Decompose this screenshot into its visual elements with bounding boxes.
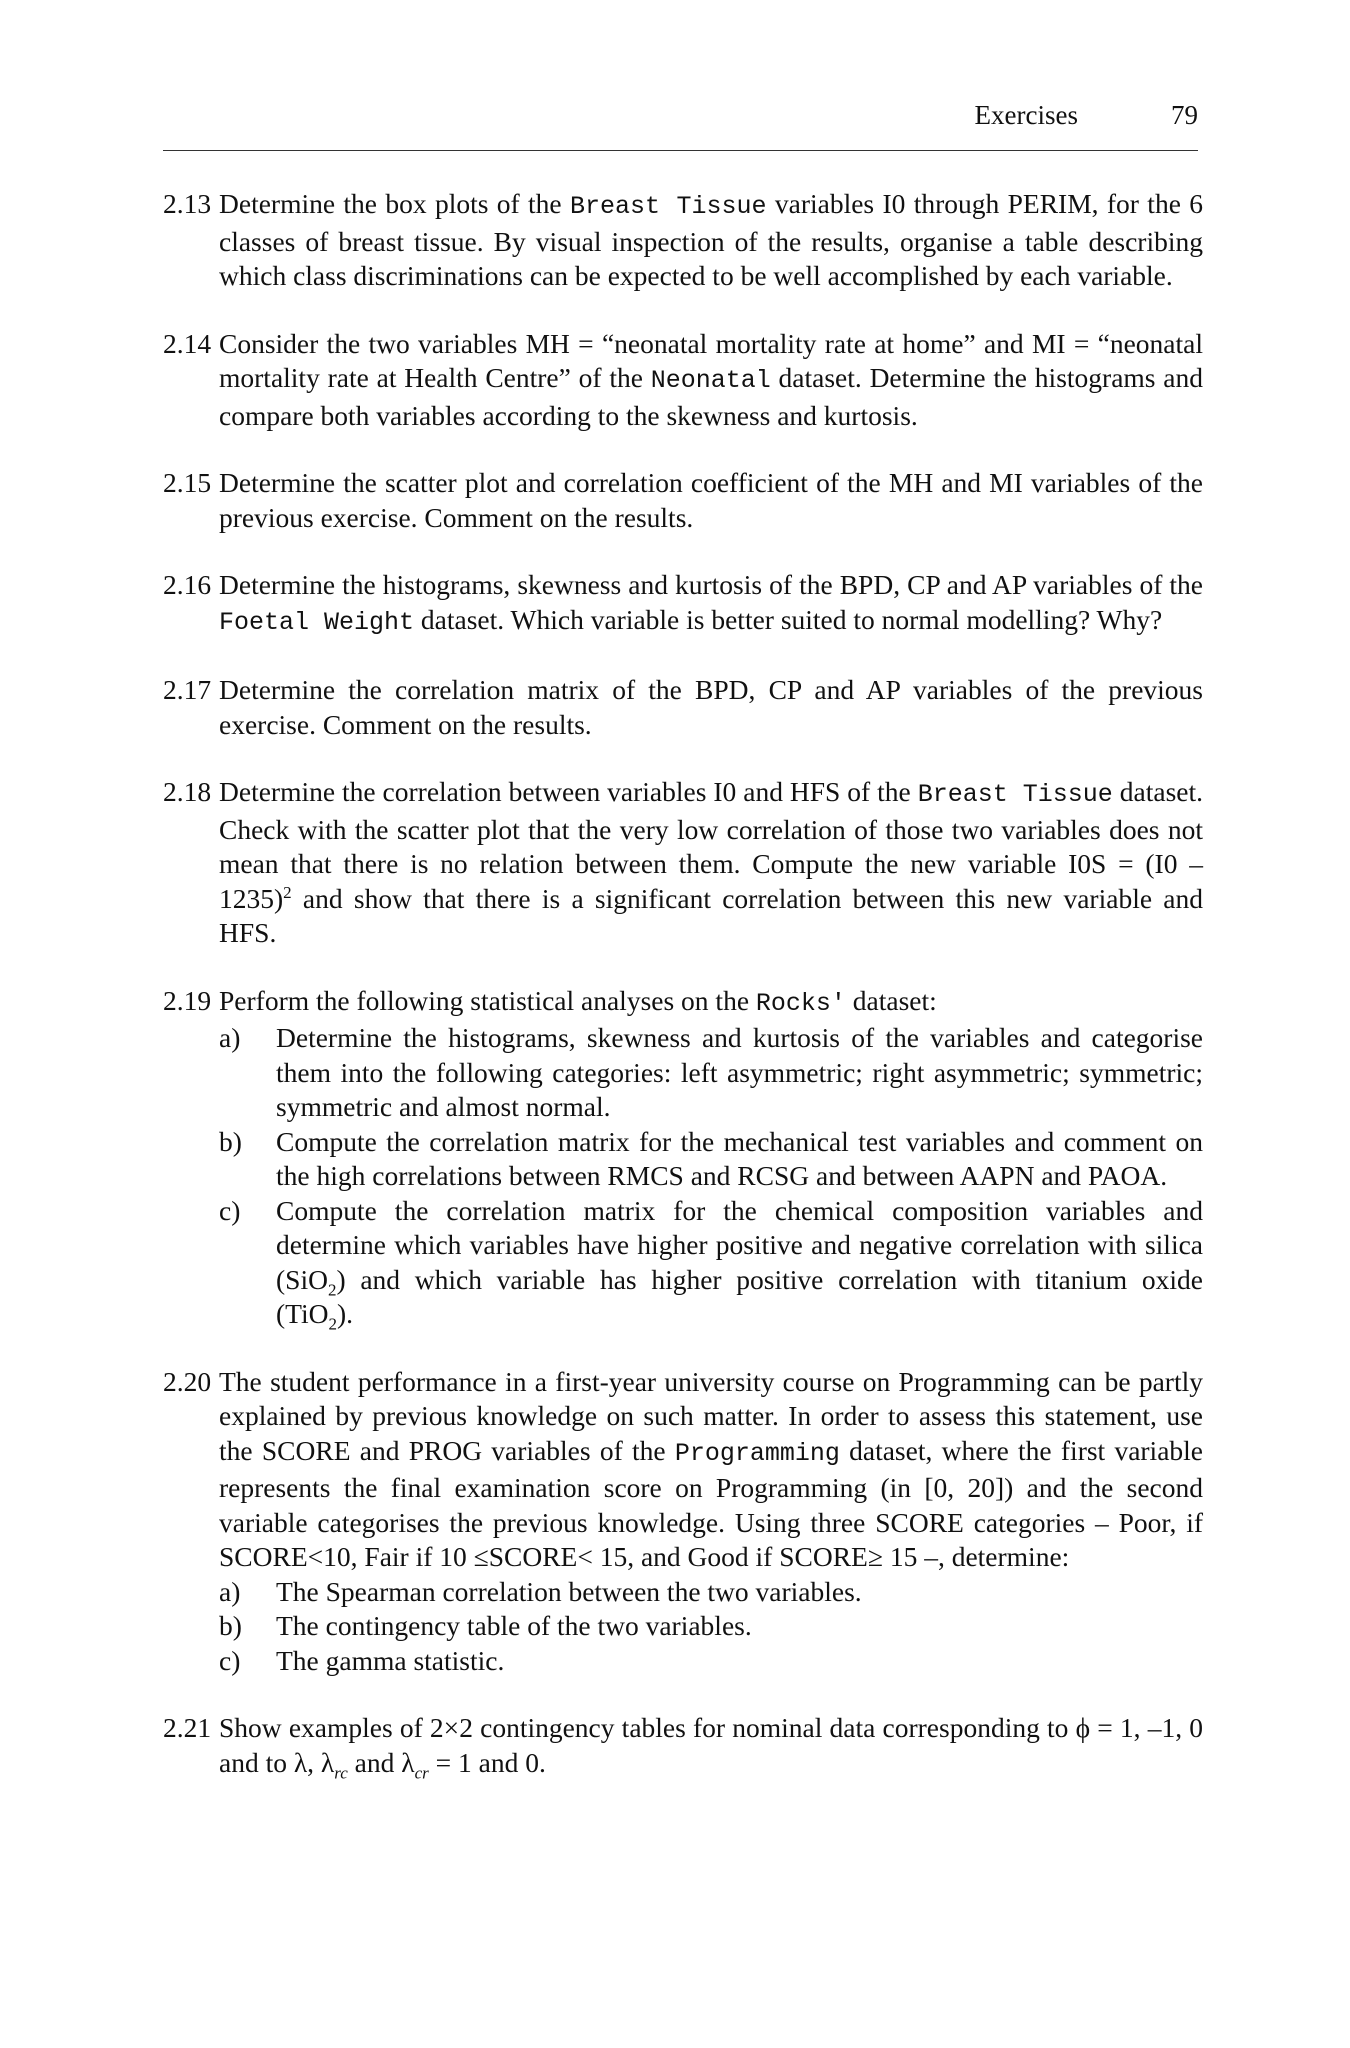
dataset-name: Programming xyxy=(674,1438,840,1468)
sub-item-label: c) xyxy=(219,1194,241,1226)
subscript-text: rc xyxy=(334,1763,348,1782)
exercise-number: 2.18 xyxy=(163,776,212,807)
text-span: variables I0 through PERIM, for the 6 classes of breast tissue. By visual inspection of the results, organise a table describing which class discriminations can be expected to be well accomplished by each variable. xyxy=(219,188,1204,291)
sub-item-c xyxy=(219,1194,1203,1332)
text-span: Determine the correlation between variables I0 and HFS of the xyxy=(219,776,918,807)
exercise-text xyxy=(219,187,1203,294)
sub-item-label: a) xyxy=(219,1022,241,1053)
text-span: dataset, where the first variable represents the final examination score on Programming (in [0, 20]) and the second variable categorises the previous knowledge. Using three SCORE categories – Poor, if SCORE<10, Fair if 10 ≤SCORE< 15, and Good if SCORE≥ 15 –, determine: xyxy=(219,1434,1203,1572)
exercise-number: 2.21 xyxy=(163,1712,212,1743)
dataset-name: Rocks' xyxy=(755,988,846,1018)
sub-item-text: Determine the histograms, skewness and kurtosis of the variables and categorise them into the following categories: left asymmetric; right asymmetric; symmetric; symmetric and almost normal. xyxy=(276,1022,1203,1122)
text-span: Show examples of 2×2 contingency tables for nominal data corresponding to ϕ = 1, –1, 0 and to λ, λ xyxy=(219,1712,1203,1778)
text-span: The student performance in a first-year university course on Programming can be partly explained by previous knowledge on such matter. In order to assess this statement, use the SCORE and PROG variables of the xyxy=(219,1365,1203,1466)
text-span: Compute the correlation matrix for the chemical composition variables and determine which variables have higher positive and negative correlation with silica (SiO xyxy=(276,1194,1203,1295)
subscript-text: cr xyxy=(414,1763,429,1782)
exercise-intro xyxy=(219,1365,1203,1575)
exercise-number: 2.16 xyxy=(163,569,212,600)
exercise-text xyxy=(219,1711,1203,1780)
exercise-text: Determine the scatter plot and correlation coefficient of the MH and MI variables of the previous exercise. Comment on the results. xyxy=(219,467,1203,533)
text-span: Perform the following statistical analyses on the xyxy=(219,984,756,1016)
superscript: 2 xyxy=(283,882,292,902)
dataset-name: Breast Tissue xyxy=(917,780,1113,809)
subscript: 2 xyxy=(327,1280,337,1299)
page-number: 79 xyxy=(1171,100,1198,130)
sub-item-a xyxy=(219,1021,1203,1125)
exercise-2-18 xyxy=(163,775,1203,951)
exercise-list xyxy=(163,187,1203,1813)
text-span: ) and which variable has higher positive correlation with titanium oxide (TiO xyxy=(276,1263,1203,1329)
dataset-name: Neonatal xyxy=(650,366,771,395)
exercise-text xyxy=(219,775,1203,951)
exercise-text xyxy=(219,1365,1203,1679)
subscript xyxy=(415,1763,429,1782)
exercise-number: 2.17 xyxy=(163,674,212,705)
dataset-name: Foetal Weight xyxy=(219,607,415,637)
subscript xyxy=(334,1763,348,1782)
sub-item-c xyxy=(219,1644,1203,1679)
sub-item-text: The gamma statistic. xyxy=(276,1644,505,1676)
sub-item-a xyxy=(219,1575,1203,1610)
exercise-2-14 xyxy=(163,327,1203,434)
sub-item-text: The Spearman correlation between the two variables. xyxy=(276,1575,862,1607)
exercise-number: 2.14 xyxy=(163,327,212,359)
text-span: dataset. Determine the histograms and compare both variables according to the skewness and kurtosis. xyxy=(219,362,1203,431)
text-span: Consider the two variables MH = “neonatal mortality rate at home” and MI = “neonatal mortality rate at Health Centre” of the xyxy=(219,327,1203,393)
exercise-text xyxy=(219,568,1203,640)
exercise-number: 2.20 xyxy=(163,1365,212,1397)
text-span: dataset. Which variable is better suited to normal modelling? Why? xyxy=(414,603,1163,635)
sub-item-text: Compute the correlation matrix for the mechanical test variables and comment on the high correlations between RMCS and RCSG and between AAPN and PAOA. xyxy=(276,1125,1203,1191)
exercise-intro xyxy=(219,984,1203,1022)
running-header xyxy=(163,100,1198,151)
text-span: ). xyxy=(337,1298,354,1329)
exercise-2-21 xyxy=(163,1711,1203,1780)
exercise-2-20 xyxy=(163,1365,1203,1679)
exercise-2-19 xyxy=(163,984,1203,1332)
exercise-2-17 xyxy=(163,673,1203,742)
sub-item-text xyxy=(276,1194,1203,1332)
sub-item-label: a) xyxy=(219,1575,241,1607)
sub-item-b xyxy=(219,1125,1203,1194)
text-span: and λ xyxy=(347,1746,415,1778)
exercise-text xyxy=(219,984,1203,1332)
text-span: Determine the histograms, skewness and kurtosis of the BPD, CP and AP variables of the xyxy=(219,569,1203,600)
sub-item-label: b) xyxy=(219,1610,242,1641)
exercise-number: 2.15 xyxy=(163,467,212,498)
sub-item-b xyxy=(219,1609,1203,1644)
exercise-2-16 xyxy=(163,568,1203,640)
sub-item-label: b) xyxy=(219,1125,242,1157)
exercise-text xyxy=(219,327,1203,434)
text-span: and show that there is a significant correlation between this new variable and HFS. xyxy=(219,882,1203,948)
text-span: dataset: xyxy=(845,984,937,1016)
subscript: 2 xyxy=(328,1314,337,1334)
text-span: = 1 and 0. xyxy=(428,1746,546,1778)
exercise-2-13 xyxy=(163,187,1203,294)
text-span: Determine the box plots of the xyxy=(219,188,570,219)
text-span: dataset. Check with the scatter plot that the very low correlation of those two variables does not mean that there is no relation between them. Compute the new variable I0S = (I0 – 1235) xyxy=(219,776,1203,914)
exercise-2-15 xyxy=(163,466,1203,535)
header-section-title: Exercises xyxy=(974,100,1078,130)
sub-item-text: The contingency table of the two variables. xyxy=(276,1610,752,1641)
exercise-number: 2.19 xyxy=(163,984,212,1016)
exercise-number: 2.13 xyxy=(163,188,212,219)
exercise-text: Determine the correlation matrix of the BPD, CP and AP variables of the previous exercise. Comment on the results. xyxy=(219,674,1203,740)
sub-item-label: c) xyxy=(219,1644,241,1676)
dataset-name: Breast Tissue xyxy=(570,192,767,221)
